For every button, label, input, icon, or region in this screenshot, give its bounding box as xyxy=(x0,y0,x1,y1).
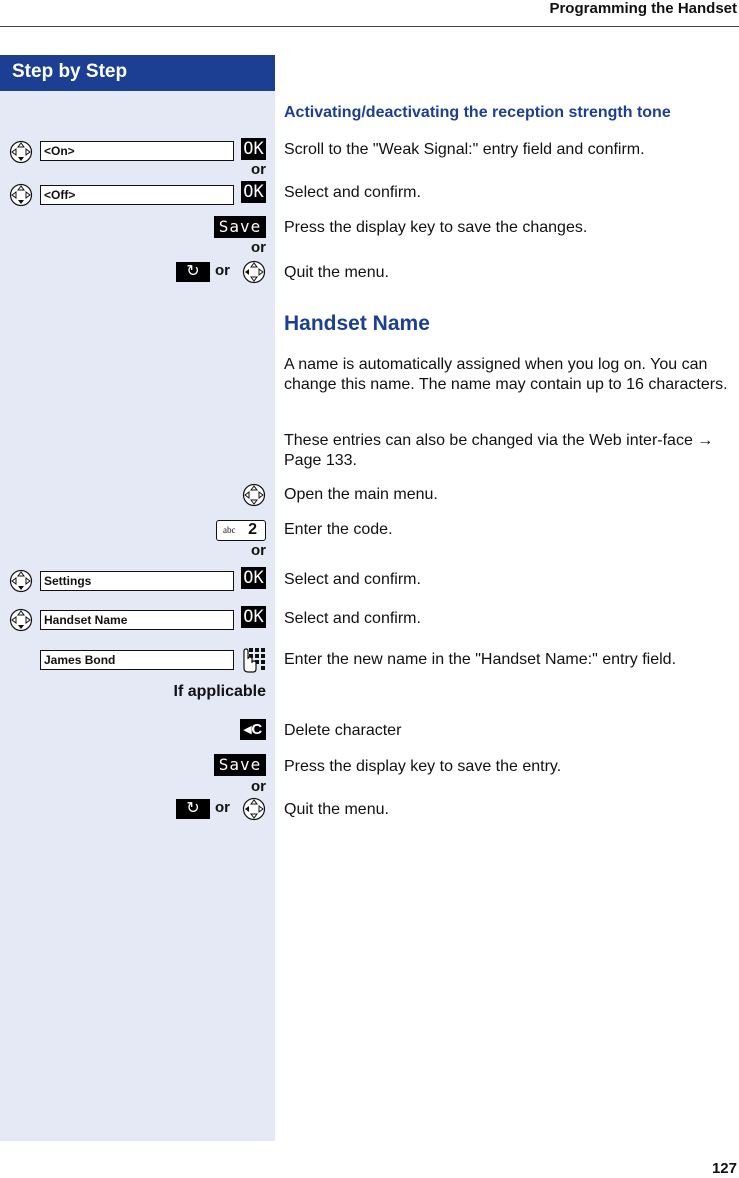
step-text-select-off: Select and confirm. xyxy=(284,184,421,201)
save-display-key[interactable]: Save xyxy=(214,754,266,776)
step-text-delete: Delete character xyxy=(284,722,402,739)
step-text-select-handset-name: Select and confirm. xyxy=(284,610,421,627)
save-display-key[interactable]: Save xyxy=(214,216,266,238)
clear-key[interactable]: ◂C xyxy=(240,719,266,740)
subsection-title: Activating/deactivating the reception strength tone xyxy=(284,104,671,121)
web-paragraph: These entries can also be changed via the Web inter-face → Page 133. xyxy=(284,432,714,469)
ok-key[interactable]: OK xyxy=(241,567,266,589)
or-label: or xyxy=(215,799,230,816)
display-field-settings: Settings xyxy=(40,571,234,591)
key-2-letters: abc xyxy=(223,525,236,535)
page-number: 127 xyxy=(711,1160,737,1177)
step-text-select-settings: Select and confirm. xyxy=(284,571,421,588)
step-text-enter-name: Enter the new name in the "Handset Name:" entry field. xyxy=(284,651,677,668)
back-key-icon[interactable]: ↻ xyxy=(176,799,210,819)
navigation-key-updown-icon xyxy=(9,183,33,207)
display-field-on: <On> xyxy=(40,141,234,161)
key-2-digit: 2 xyxy=(248,521,257,538)
ok-key[interactable]: OK xyxy=(241,606,266,628)
ok-key[interactable]: OK xyxy=(241,138,266,160)
header-rule xyxy=(0,26,739,27)
page-header-title: Programming the Handset xyxy=(549,0,737,17)
display-field-name-entry: James Bond xyxy=(40,650,234,670)
step-by-step-title: Step by Step xyxy=(12,61,128,82)
section-title: Handset Name xyxy=(284,312,430,335)
display-field-handset-name: Handset Name xyxy=(40,610,234,630)
back-key-icon[interactable]: ↻ xyxy=(176,262,210,282)
or-label: or xyxy=(215,262,230,279)
or-label: or xyxy=(251,542,266,559)
navigation-key-updown-icon xyxy=(9,140,33,164)
display-field-off: <Off> xyxy=(40,185,234,205)
keypad-icon xyxy=(240,647,266,673)
ok-key[interactable]: OK xyxy=(241,181,266,203)
navigation-key-updown-icon xyxy=(9,569,33,593)
step-by-step-banner xyxy=(0,55,275,91)
step-text-scroll: Scroll to the "Weak Signal:" entry field and confirm. xyxy=(284,141,645,158)
or-label: or xyxy=(251,239,266,256)
if-applicable-label: If applicable xyxy=(173,683,266,700)
step-text-quit: Quit the menu. xyxy=(284,264,389,281)
step-text-open-menu: Open the main menu. xyxy=(284,486,438,503)
navigation-key-left-icon[interactable] xyxy=(242,260,266,284)
step-text-save-entry: Press the display key to save the entry. xyxy=(284,758,562,775)
or-label: or xyxy=(251,778,266,795)
or-label: or xyxy=(251,161,266,178)
key-2[interactable] xyxy=(216,520,266,541)
step-text-save-changes: Press the display key to save the changes. xyxy=(284,219,588,236)
navigation-key-icon[interactable] xyxy=(242,483,266,507)
step-text-enter-code: Enter the code. xyxy=(284,521,393,538)
intro-paragraph: A name is automatically assigned when you log on. You can change this name. The name may contain up to 16 characters. xyxy=(284,356,728,393)
navigation-key-left-icon[interactable] xyxy=(242,797,266,821)
navigation-key-updown-icon xyxy=(9,608,33,632)
step-text-quit: Quit the menu. xyxy=(284,801,389,818)
